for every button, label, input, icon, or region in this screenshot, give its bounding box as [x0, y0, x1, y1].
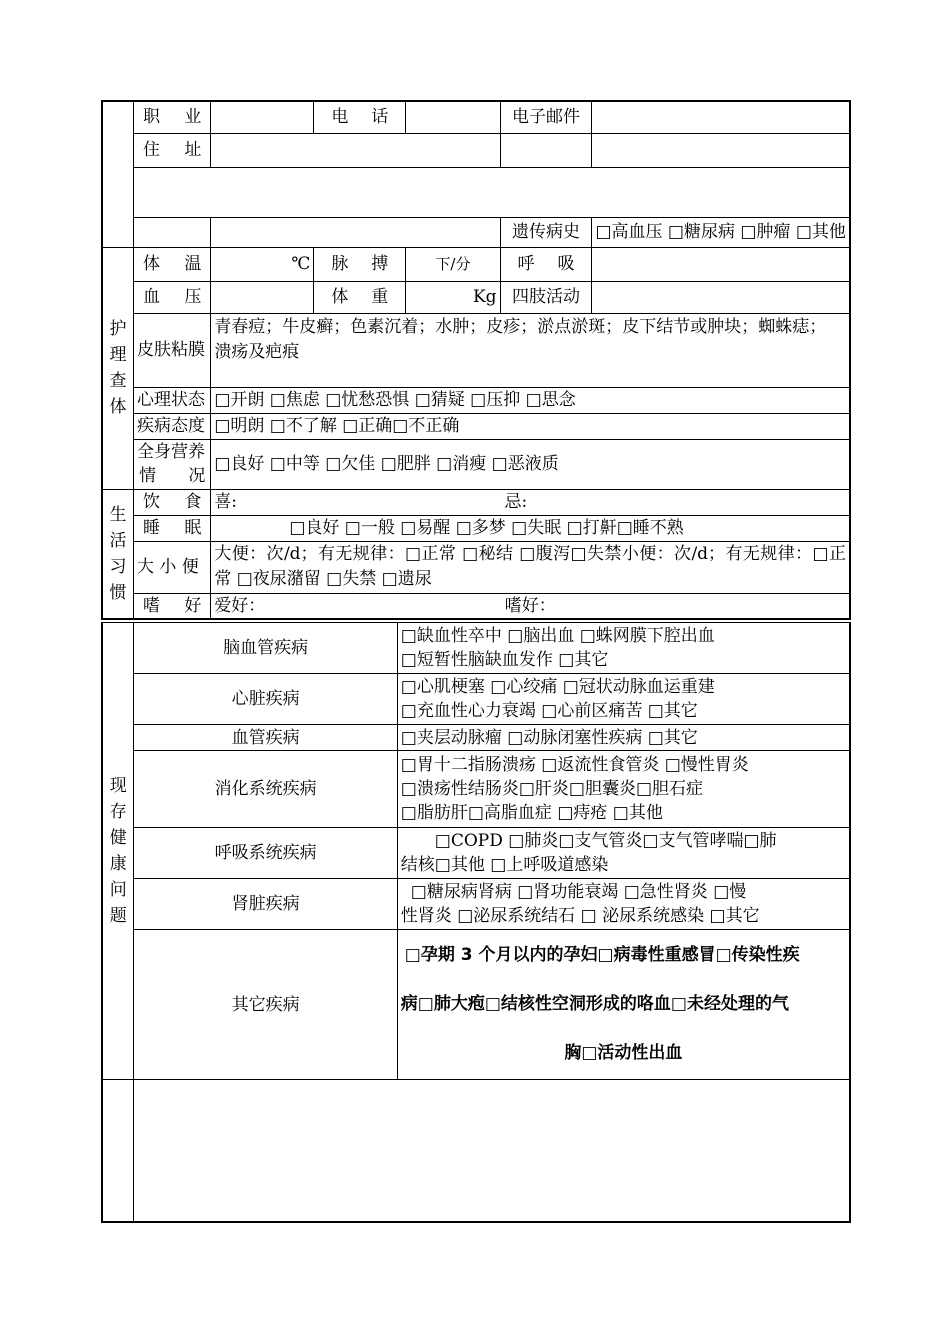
- patient-info-table: [101, 100, 851, 620]
- hobby-habit: 嗜好：: [504, 595, 556, 616]
- cerebrovascular-options[interactable]: □缺血性卒中 □脑出血 □蛛网膜下腔出血 □短暂性脑缺血发作 □其它: [397, 623, 850, 674]
- address-label: 住 址: [134, 133, 211, 167]
- limbs-field[interactable]: [592, 281, 850, 313]
- nutrition-label: 全身营养 情 况: [134, 439, 211, 489]
- sleep-label: 睡 眠: [134, 515, 211, 541]
- email-label: 电子邮件: [500, 101, 592, 133]
- genetic-blank-1: [134, 217, 211, 247]
- digestive-label: 消化系统疾病: [134, 751, 397, 828]
- vascular-options[interactable]: □夹层动脉瘤 □动脉闭塞性疾病 □其它: [397, 725, 850, 751]
- address-field[interactable]: [211, 133, 500, 167]
- digestive-options[interactable]: □胃十二指肠溃疡 □返流性食管炎 □慢性胃炎 □溃疡性结肠炎□肝炎□胆囊炎□胆石症 □脂肪肝□高脂血症 □痔疮 □其他: [397, 751, 850, 828]
- top-side-cell: [102, 101, 134, 247]
- nutrition-options[interactable]: □良好 □中等 □欠佳 □肥胖 □消瘦 □恶液质: [211, 439, 850, 489]
- bp-field[interactable]: [211, 281, 314, 313]
- psych-label: 心理状态: [134, 387, 211, 413]
- psych-options[interactable]: □开朗 □焦虑 □忧愁恐惧 □猜疑 □压抑 □思念: [211, 387, 850, 413]
- skin-label: 皮肤粘膜: [134, 313, 211, 387]
- hobby-like: 爱好：: [214, 595, 266, 616]
- respiratory-label: 呼吸系统疾病: [134, 828, 397, 879]
- bottom-side-cell: [102, 1080, 134, 1222]
- email-field[interactable]: [592, 101, 850, 133]
- pulse-label: 脉 搏: [314, 247, 406, 281]
- cerebrovascular-label: 脑血管疾病: [134, 623, 397, 674]
- pulse-field[interactable]: [406, 247, 500, 281]
- resp-field[interactable]: [592, 247, 850, 281]
- weight-label: 体 重: [314, 281, 406, 313]
- other-disease-options[interactable]: □孕期 3 个月以内的孕妇□病毒性重感冒□传染性疾 病□肺大疱□结核性空洞形成的咯血□未经处理的气 胸□活动性出血: [397, 930, 850, 1080]
- vascular-label: 血管疾病: [134, 725, 397, 751]
- excretion-options[interactable]: 大便：次/d；有无规律：□正常 □秘结 □腹泻□失禁小便：次/d；有无规律：□正常 □夜尿潴留 □失禁 □遗尿: [211, 541, 850, 593]
- job-label: 职 业: [134, 101, 211, 133]
- exam-side-label: 护 理 查 体: [102, 247, 134, 489]
- pulse-unit: 下/分: [435, 255, 471, 273]
- temp-unit: ℃: [291, 254, 311, 274]
- heart-options[interactable]: □心肌梗塞 □心绞痛 □冠状动脉血运重建 □充血性心力衰竭 □心前区痛苦 □其它: [397, 674, 850, 725]
- kidney-label: 肾脏疾病: [134, 879, 397, 930]
- limbs-label: 四肢活动: [500, 281, 592, 313]
- hobby-field[interactable]: [211, 593, 850, 619]
- bp-label: 血 压: [134, 281, 211, 313]
- attitude-options[interactable]: □明朗 □不了解 □正确□不正确: [211, 413, 850, 439]
- life-side-label: 生 活 习 惯: [102, 489, 134, 619]
- weight-unit: Kg: [472, 287, 497, 307]
- blank-row[interactable]: [134, 167, 851, 217]
- other-disease-label: 其它疾病: [134, 930, 397, 1080]
- heart-label: 心脏疾病: [134, 674, 397, 725]
- genetic-blank-2: [211, 217, 500, 247]
- skin-options[interactable]: 青春痘；牛皮癣；色素沉着；水肿；皮疹；淤点淤斑；皮下结节或肿块；蜘蛛痣； 溃疡及疤痕: [211, 313, 850, 387]
- diet-field[interactable]: [211, 489, 850, 515]
- genetic-history-options[interactable]: □高血压 □糖尿病 □肿瘤 □其他: [592, 217, 850, 247]
- temp-field[interactable]: [211, 247, 314, 281]
- sleep-options[interactable]: □良好 □一般 □易醒 □多梦 □失眠 □打鼾□睡不熟: [211, 515, 850, 541]
- diet-avoid: 忌:: [504, 492, 528, 512]
- phone-label: 电 话: [314, 101, 406, 133]
- health-problems-table: [101, 622, 851, 1223]
- kidney-options[interactable]: □糖尿病肾病 □肾功能衰竭 □急性肾炎 □慢 性肾炎 □泌尿系统结石 □ 泌尿系统感染 □其它: [397, 879, 850, 930]
- respiratory-options[interactable]: □COPD □肺炎□支气管炎□支气管哮喘□肺 结核□其他 □上呼吸道感染: [397, 828, 850, 879]
- weight-field[interactable]: [406, 281, 500, 313]
- attitude-label: 疾病态度: [134, 413, 211, 439]
- genetic-history-label: 遗传病史: [500, 217, 592, 247]
- diet-like: 喜:: [214, 492, 238, 512]
- job-field[interactable]: [211, 101, 314, 133]
- resp-label: 呼 吸: [500, 247, 592, 281]
- excretion-label: 大 小 便: [134, 541, 211, 593]
- diet-label: 饮 食: [134, 489, 211, 515]
- address-extra-1[interactable]: [500, 133, 592, 167]
- bottom-blank-area[interactable]: [134, 1080, 850, 1222]
- temp-label: 体 温: [134, 247, 211, 281]
- address-extra-2[interactable]: [592, 133, 850, 167]
- hobby-label: 嗜 好: [134, 593, 211, 619]
- phone-field[interactable]: [406, 101, 500, 133]
- health-side-label: 现 存 健 康 问 题: [102, 623, 134, 1080]
